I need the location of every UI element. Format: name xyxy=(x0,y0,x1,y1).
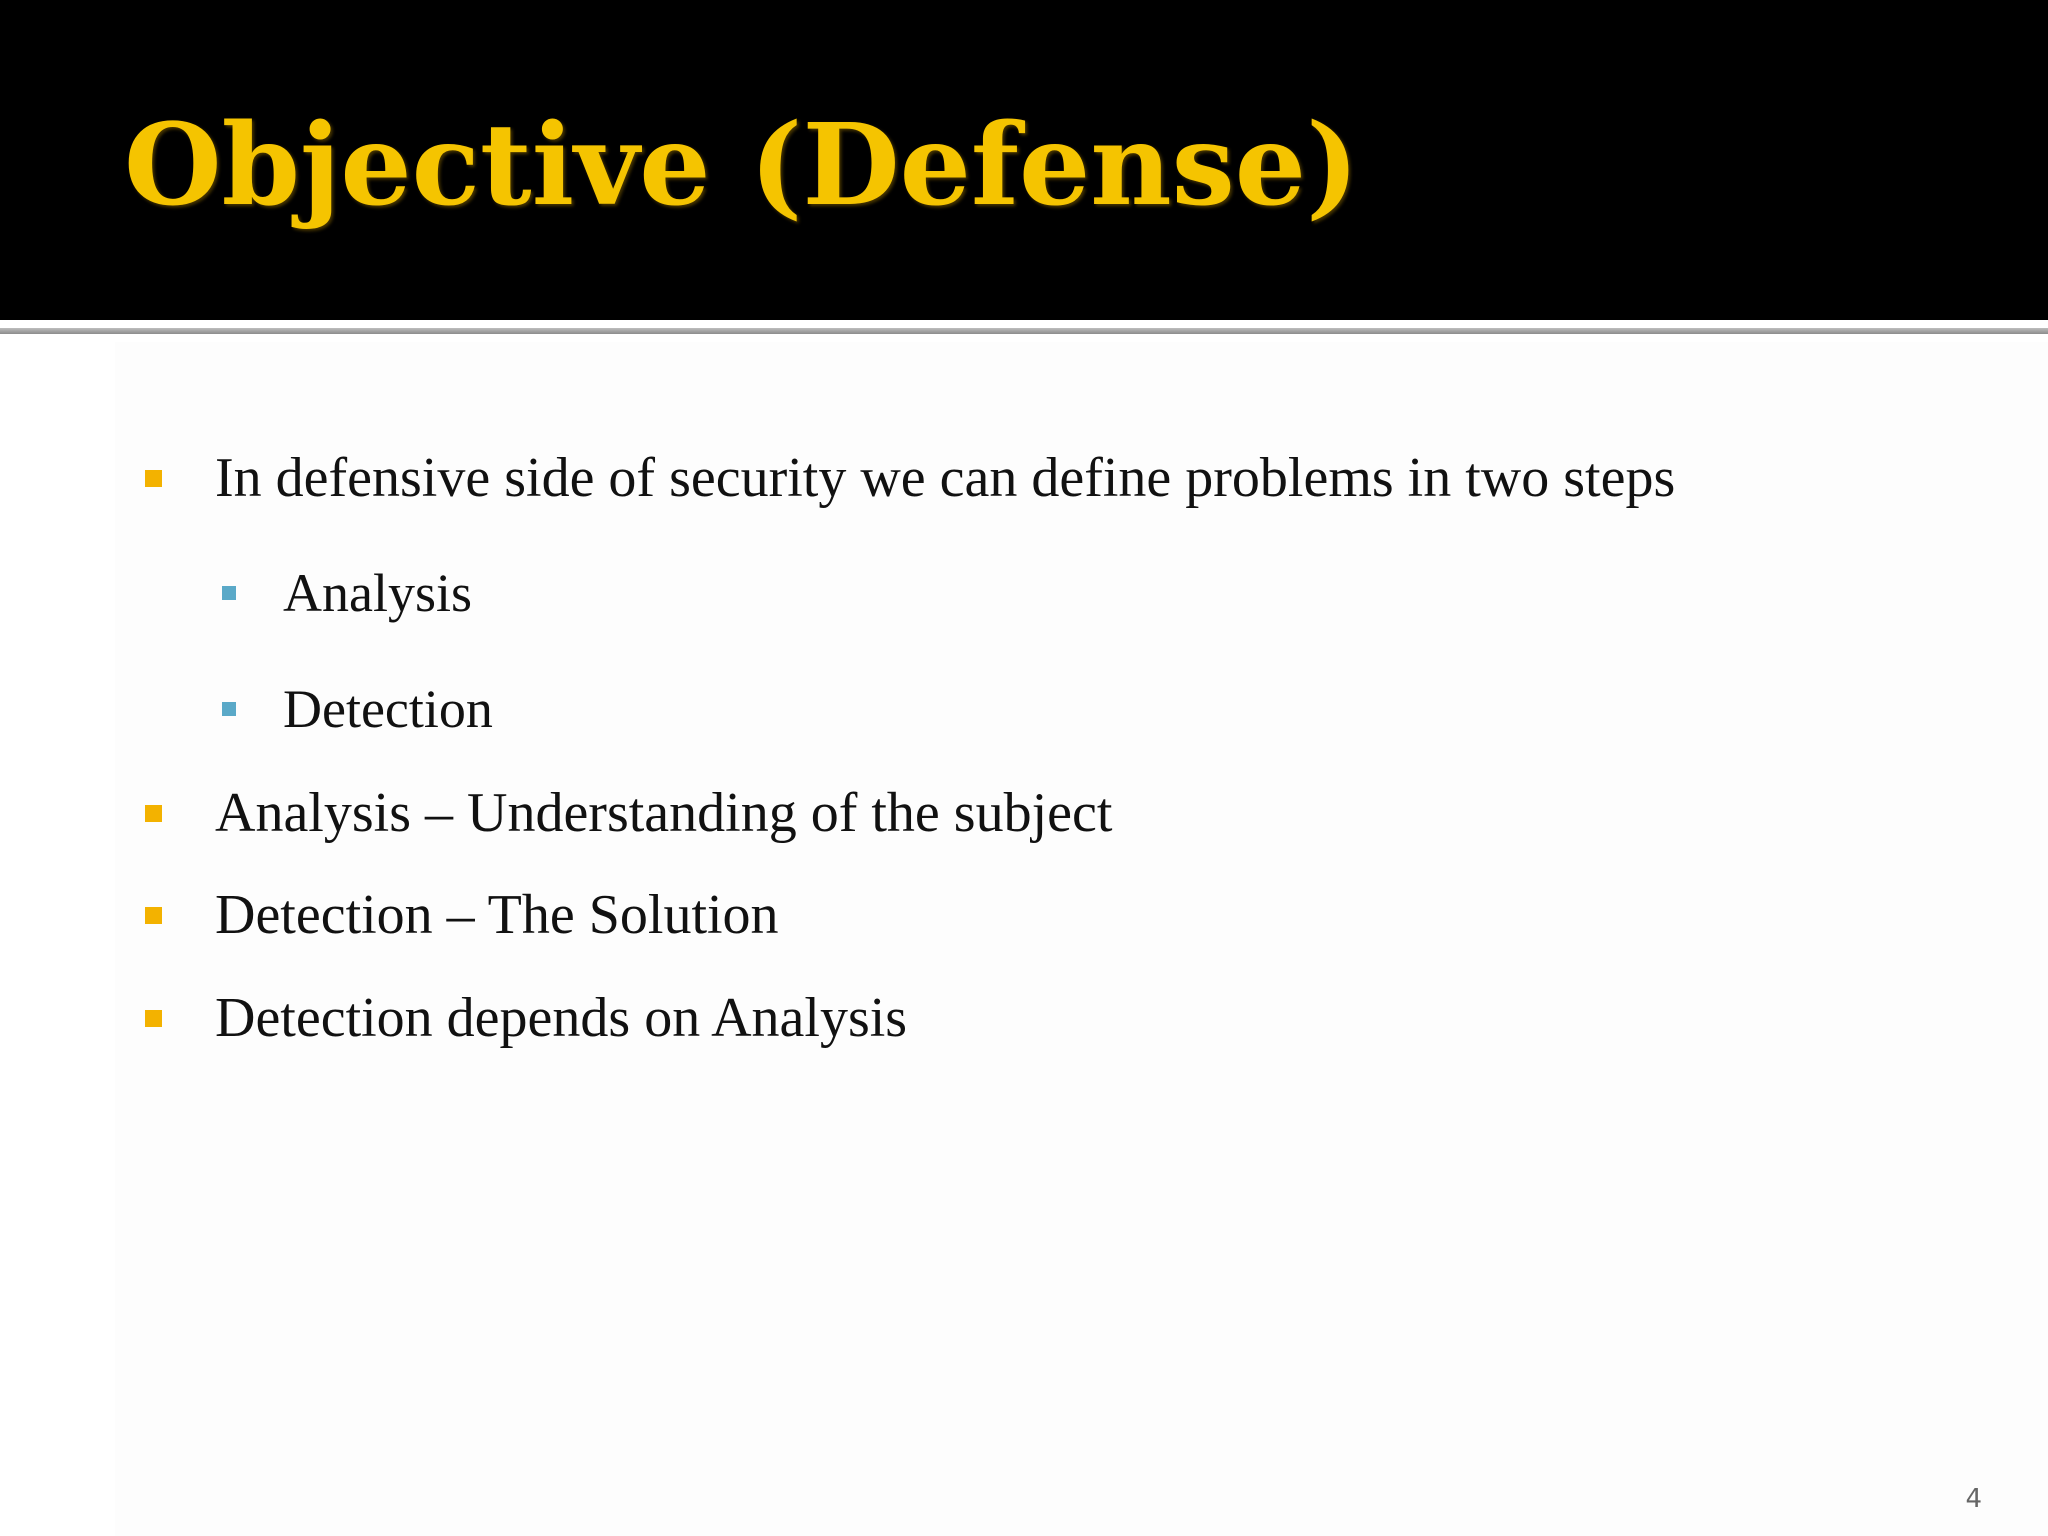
page-number: 4 xyxy=(1965,1484,1982,1514)
square-bullet-icon xyxy=(145,1010,162,1027)
bullet-text: Detection – The Solution xyxy=(215,884,779,946)
bullet-text: Analysis – Understanding of the subject xyxy=(215,782,1113,844)
sub-bullet-item xyxy=(222,563,472,623)
sub-bullet-item xyxy=(222,679,493,739)
title-divider xyxy=(0,328,2048,334)
bullet-item xyxy=(145,782,1113,844)
bullet-text: In defensive side of security we can define problems in two steps xyxy=(215,447,1676,509)
sub-bullet-text: Detection xyxy=(283,679,493,739)
square-bullet-icon xyxy=(145,805,162,822)
slide-title: Objective (Defense) xyxy=(124,100,1360,231)
bullet-item xyxy=(145,987,908,1049)
square-bullet-icon xyxy=(222,702,236,716)
bullet-item xyxy=(145,447,1676,509)
square-bullet-icon xyxy=(145,470,162,487)
square-bullet-icon xyxy=(222,586,236,600)
sub-bullet-text: Analysis xyxy=(283,563,472,623)
bullet-text: Detection depends on Analysis xyxy=(215,987,908,1049)
square-bullet-icon xyxy=(145,907,162,924)
title-bar xyxy=(0,0,2048,320)
bullet-item xyxy=(145,884,779,946)
